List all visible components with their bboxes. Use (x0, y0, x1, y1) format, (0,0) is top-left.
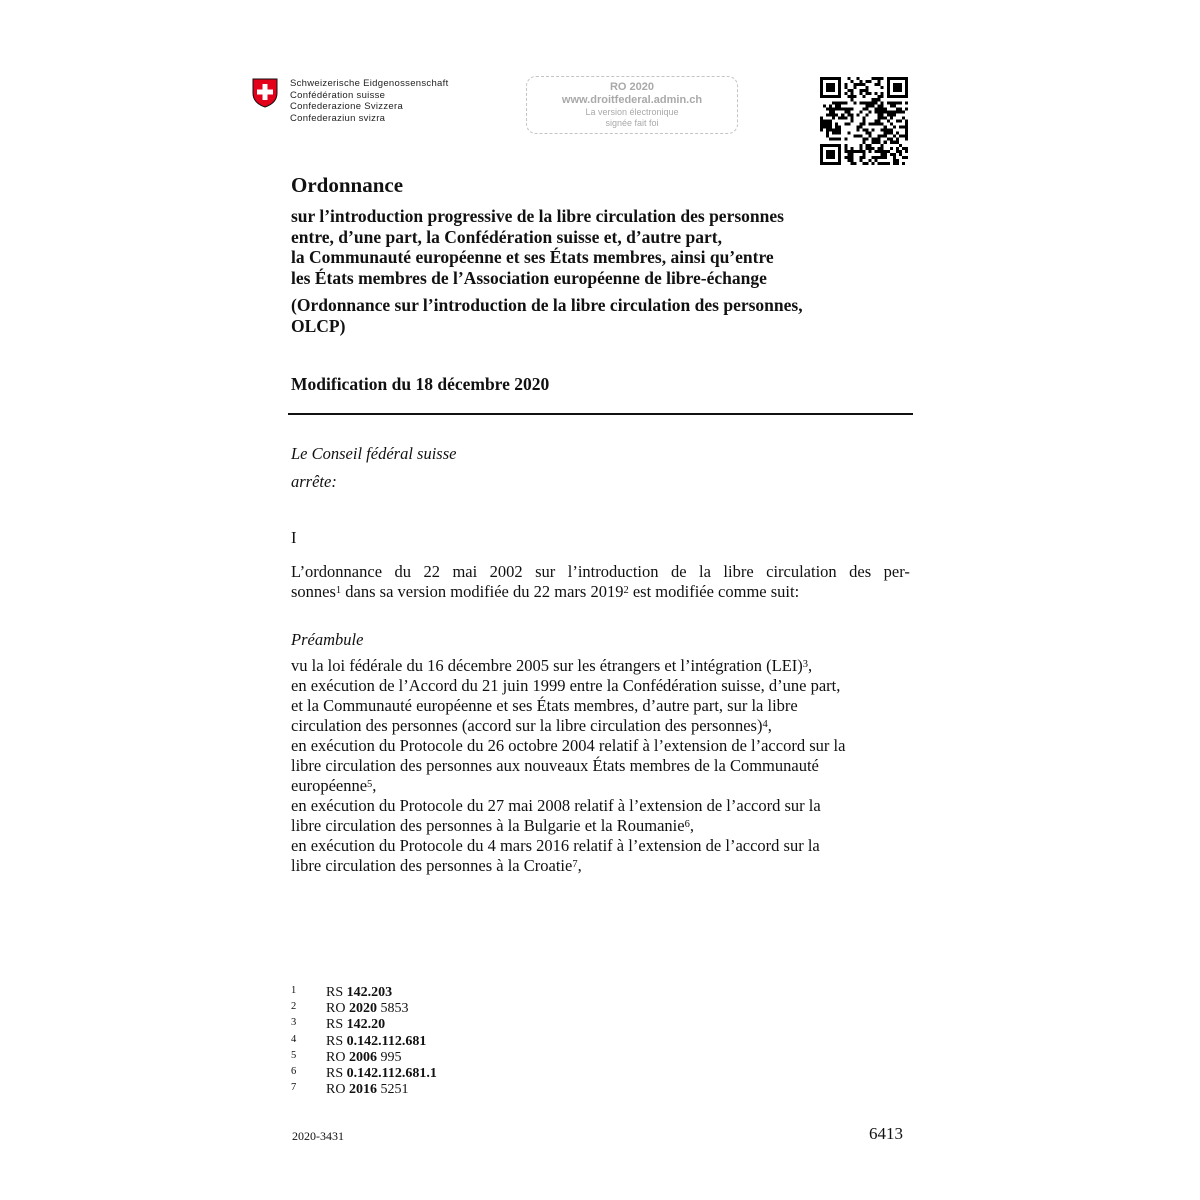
preamble-line-text: vu la loi fédérale du 16 décembre 2005 sur les étrangers et l’intégration (LEI) (291, 656, 803, 675)
footnote-number: 4 (291, 1033, 297, 1045)
preamble-line-punct: , (767, 716, 772, 735)
footnote-number: 3 (291, 1017, 297, 1029)
intro-word: 22 (423, 562, 440, 581)
footnote-item (291, 1017, 437, 1033)
footnote-collection: RO (326, 1049, 349, 1065)
stamp-note-1: La version électronique (585, 107, 679, 117)
footnote-reference: 2020 (348, 1001, 377, 1017)
preamble-line (291, 796, 845, 816)
intro-word: sur (535, 562, 556, 581)
subtitle-line: la Communauté européenne et ses États membres, ainsi qu’entre (291, 247, 774, 267)
footnote-ref: 3 (802, 659, 809, 670)
intro-text: sonnes (291, 582, 336, 601)
footnote-item (291, 985, 437, 1001)
footnote-number: 1 (291, 985, 297, 996)
confederation-name-fr: Confédération suisse (290, 89, 386, 101)
document-title: Ordonnance (291, 173, 404, 197)
short-title-line: (Ordonnance sur l’introduction de la libre circulation des personnes, (291, 295, 803, 315)
intro-word: la (699, 562, 711, 581)
footnote-ref: 7 (572, 859, 578, 870)
footnote-ref: 4 (762, 719, 768, 730)
footnotes (291, 985, 437, 1098)
document-id: 2020-3431 (292, 1129, 344, 1143)
footnote-page: 995 (376, 1049, 402, 1065)
document-subtitle (291, 206, 784, 288)
intro-word: per- (883, 562, 910, 581)
preamble-line (291, 776, 845, 796)
stamp-note-2: signée fait foi (605, 118, 659, 128)
publication-stamp (526, 76, 738, 134)
intro-word: des (849, 562, 872, 581)
preamble-line-text: circulation des personnes (accord sur la libre circulation des personnes) (291, 716, 763, 735)
footnote-ref: 1 (335, 585, 342, 596)
preamble-line-punct: , (372, 776, 377, 795)
preamble-line-text: européenne (291, 776, 368, 795)
footnote-text (326, 1050, 401, 1066)
preamble-line-text: en exécution du Protocole du 26 octobre 2004 relatif à l’extension de l’accord sur la (291, 736, 846, 755)
intro-word: 2002 (489, 562, 523, 581)
preamble-line-text: libre circulation des personnes à la Bulgarie et la Roumanie (291, 816, 685, 835)
stamp-website: www.droitfederal.admin.ch (561, 94, 703, 106)
preamble-line (291, 716, 845, 736)
subtitle-line: les États membres de l’Association européenne de libre-échange (291, 267, 767, 288)
preamble-line-punct: , (689, 816, 694, 835)
footnote-collection: RS (326, 1066, 347, 1082)
intro-line (291, 582, 910, 602)
preamble-line (291, 656, 845, 676)
footnote-item (291, 1066, 437, 1082)
footnote-item (291, 1050, 437, 1066)
issuing-authority: Le Conseil fédéral suisse (291, 444, 457, 463)
preamble-line-punct: , (577, 856, 582, 875)
preamble-line (291, 816, 845, 836)
confederation-name-de: Schweizerische Eidgenossenschaft (290, 78, 449, 89)
footnote-item (291, 1001, 437, 1017)
footnote-collection: RS (326, 1017, 347, 1033)
document-short-title (291, 295, 803, 336)
intro-word: l’introduction (567, 562, 659, 581)
section-number: I (291, 528, 297, 547)
preamble-text (291, 656, 845, 876)
preamble-heading: Préambule (291, 630, 364, 649)
footnote-item (291, 1034, 437, 1050)
preamble-line (291, 696, 845, 716)
title-divider (288, 413, 913, 415)
footnote-number: 6 (291, 1066, 297, 1078)
confederation-name-rm: Confederaziun svizra (290, 112, 386, 124)
preamble-line (291, 856, 845, 876)
stamp-collection: RO 2020 (609, 81, 655, 93)
footnote-collection: RO (326, 1082, 349, 1098)
confederation-names (290, 78, 449, 124)
intro-word: mai (452, 562, 478, 581)
footnote-reference: 142.20 (346, 1017, 386, 1033)
footnote-text (326, 1017, 385, 1033)
footnote-page: 5251 (376, 1082, 409, 1098)
confederation-name-it: Confederazione Svizzera (290, 101, 404, 112)
footnote-page: 5853 (376, 1001, 409, 1017)
preamble-line-text: et la Communauté européenne et ses États membres, d’autre part, sur la libre (291, 696, 798, 715)
footnote-collection: RS (326, 1033, 347, 1049)
footnote-collection: RS (326, 985, 347, 1000)
preamble-line-text: en exécution du Protocole du 27 mai 2008 relatif à l’extension de l’accord sur la (291, 796, 821, 815)
subtitle-line: sur l’introduction progressive de la libre circulation des personnes (291, 206, 784, 226)
footnote-ref: 2 (623, 585, 629, 596)
intro-word: circulation (766, 562, 837, 581)
short-title-line: OLCP) (291, 315, 346, 336)
preamble-line (291, 756, 845, 776)
footnote-reference: 2006 (348, 1049, 377, 1065)
preamble-line-text: libre circulation des personnes à la Croatie (291, 856, 573, 875)
preamble-line-punct: , (808, 656, 813, 675)
footnote-ref: 6 (684, 819, 690, 830)
intro-text: dans sa version modifiée du 22 mars 2019 (341, 582, 624, 601)
footnote-number: 7 (291, 1082, 297, 1094)
intro-word: du (394, 562, 411, 581)
decree-formula: arrête: (291, 472, 337, 491)
footnote-text (326, 1082, 408, 1098)
intro-word: libre (723, 562, 754, 581)
intro-paragraph (291, 562, 910, 602)
preamble-line-text: en exécution de l’Accord du 21 juin 1999 entre la Confédération suisse, d’une part, (291, 676, 841, 695)
swiss-coat-of-arms-icon (252, 78, 278, 108)
preamble-line (291, 836, 845, 856)
footnote-text (326, 985, 392, 1001)
qr-code-icon (820, 77, 908, 165)
footnote-ref: 5 (367, 779, 373, 790)
preamble-line (291, 736, 845, 756)
footnote-text (326, 1001, 408, 1017)
footnote-collection: RO (326, 1001, 349, 1017)
footnote-reference: 0.142.112.681 (346, 1033, 427, 1049)
modification-date: Modification du 18 décembre 2020 (291, 374, 550, 394)
intro-word: L’ordonnance (291, 562, 383, 581)
page-number: 6413 (869, 1124, 903, 1143)
footnote-item (291, 1082, 437, 1098)
preamble-line-text: en exécution du Protocole du 4 mars 2016 relatif à l’extension de l’accord sur la (291, 836, 820, 855)
intro-word: de (670, 562, 687, 581)
footnote-number: 2 (291, 1001, 297, 1013)
preamble-line (291, 676, 845, 696)
intro-text: est modifiée comme suit: (628, 582, 800, 601)
footnote-reference: 0.142.112.681.1 (346, 1066, 437, 1082)
preamble-line-text: libre circulation des personnes aux nouveaux États membres de la Communauté (291, 756, 819, 775)
intro-line (291, 562, 910, 582)
footnote-text (326, 1066, 437, 1082)
footnote-text (326, 1034, 426, 1050)
footnote-reference: 142.203 (346, 985, 393, 1000)
subtitle-line: entre, d’une part, la Confédération suisse et, d’autre part, (291, 226, 722, 247)
footnote-reference: 2016 (348, 1082, 377, 1098)
footnote-number: 5 (291, 1049, 297, 1061)
